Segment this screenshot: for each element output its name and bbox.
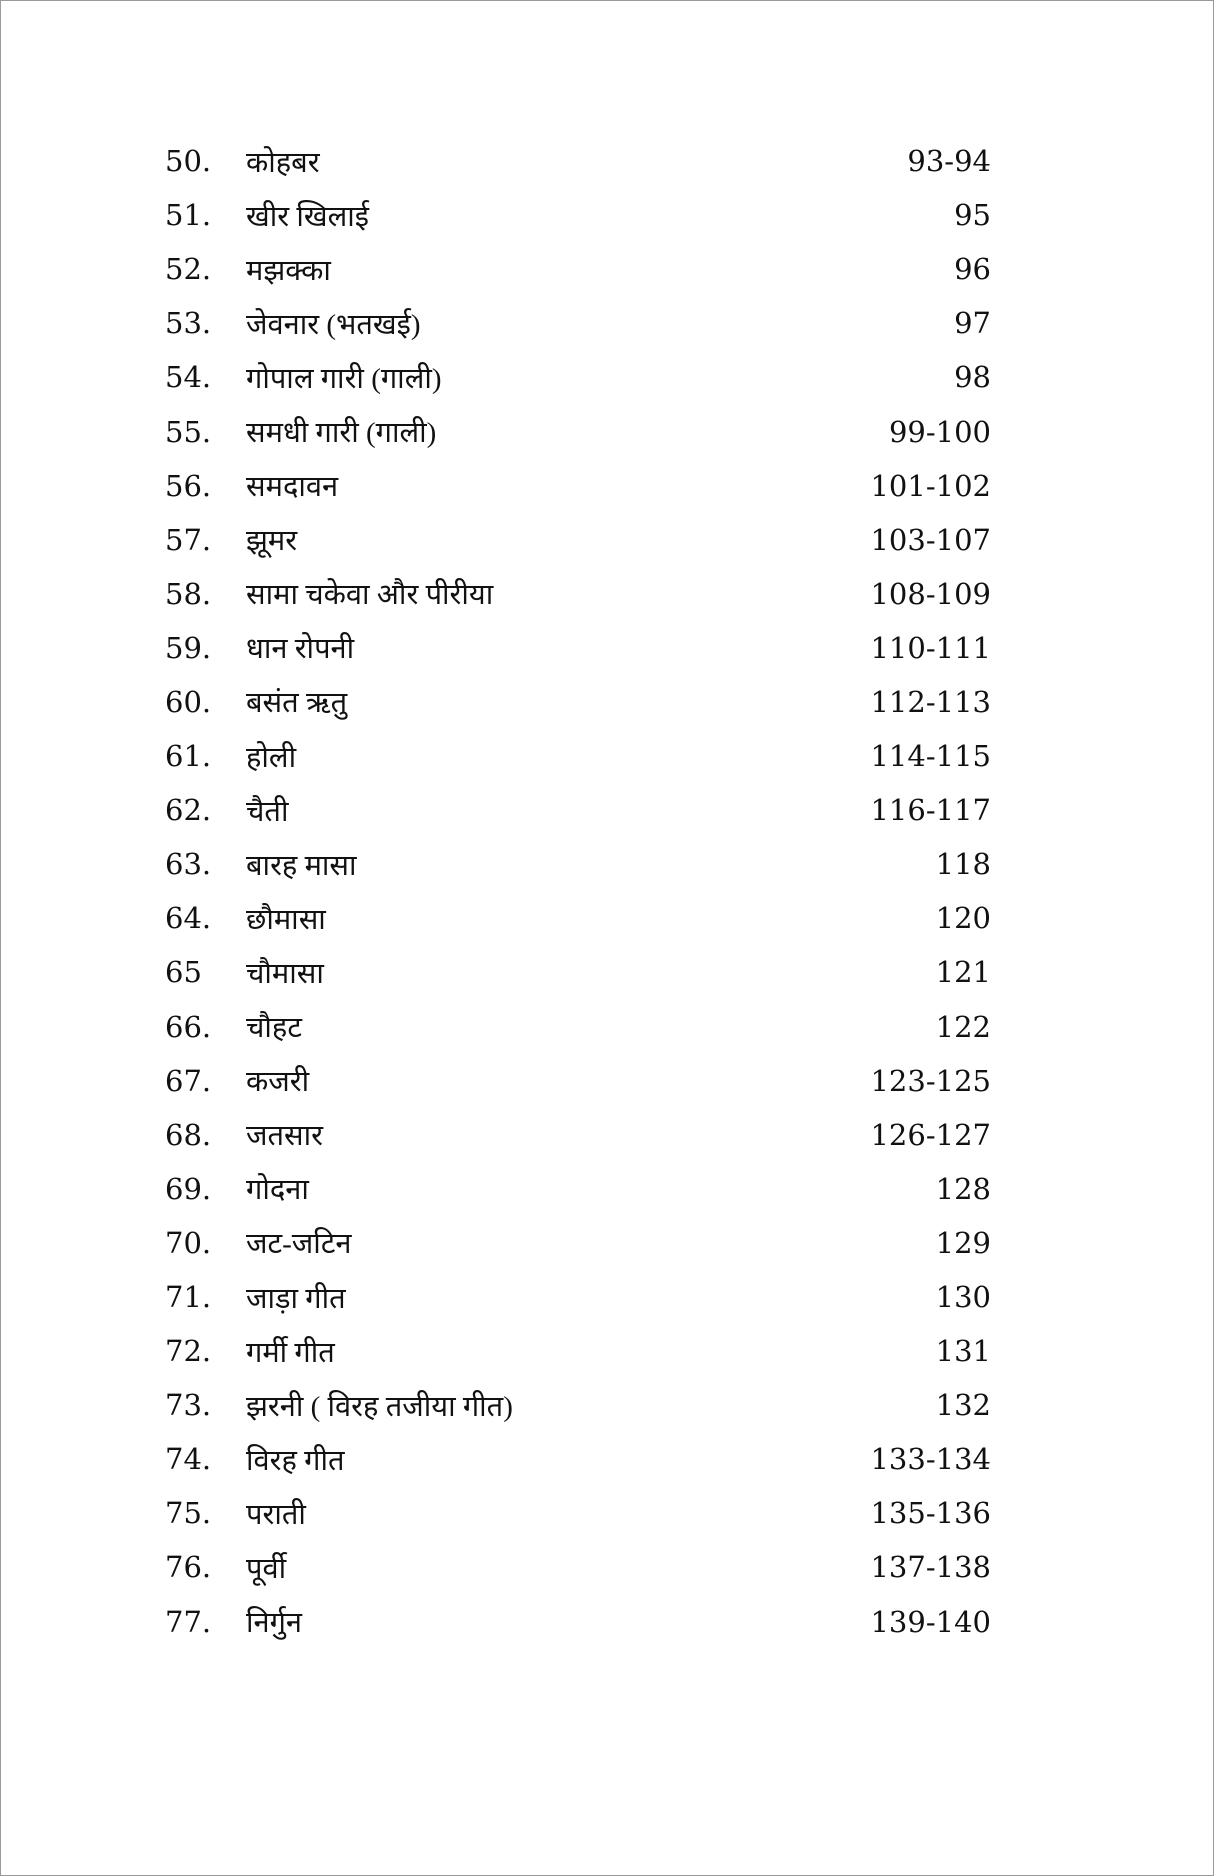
entry-pages: 97 xyxy=(954,306,991,341)
entry-number: 75. xyxy=(165,1496,212,1531)
entry-pages: 133-134 xyxy=(870,1442,991,1477)
entry-number: 55. xyxy=(165,414,212,449)
entry-number: 66. xyxy=(165,1009,212,1044)
toc-entry xyxy=(165,350,991,404)
entry-pages: 123-125 xyxy=(870,1063,991,1098)
entry-pages: 139-140 xyxy=(870,1604,991,1639)
toc-entry xyxy=(165,675,991,729)
entry-title: होली xyxy=(246,741,297,774)
entry-number: 54. xyxy=(165,360,212,395)
entry-number: 51. xyxy=(165,198,212,233)
toc-entry xyxy=(165,729,991,783)
entry-title: निर्गुन xyxy=(246,1607,303,1640)
entry-title: खीर खिलाई xyxy=(246,200,369,233)
entry-number: 59. xyxy=(165,630,212,665)
entry-pages: 103-107 xyxy=(870,522,991,557)
entry-title: कोहबर xyxy=(246,146,320,179)
toc-entry xyxy=(165,891,991,945)
entry-pages: 121 xyxy=(935,955,991,990)
entry-pages: 122 xyxy=(935,1009,991,1044)
toc-entry xyxy=(165,1162,991,1216)
entry-title: पराती xyxy=(246,1498,306,1531)
toc-entry xyxy=(165,296,991,350)
entry-number: 57. xyxy=(165,522,212,557)
entry-title: कजरी xyxy=(246,1066,310,1099)
toc-entry xyxy=(165,459,991,513)
entry-title: चैती xyxy=(246,795,289,828)
entry-title: समदावन xyxy=(246,471,339,504)
toc-entry xyxy=(165,945,991,999)
entry-number: 71. xyxy=(165,1280,212,1315)
entry-title: जतसार xyxy=(246,1120,324,1153)
entry-pages: 99-100 xyxy=(888,414,991,449)
entry-title: जट-जटिन xyxy=(246,1228,352,1261)
entry-pages: 130 xyxy=(935,1280,991,1315)
toc-entry xyxy=(165,513,991,567)
entry-number: 62. xyxy=(165,793,212,828)
entry-number: 63. xyxy=(165,847,212,882)
entry-title: गर्मी गीत xyxy=(246,1336,335,1369)
entry-pages: 126-127 xyxy=(870,1117,991,1152)
toc-entry xyxy=(165,242,991,296)
entry-number: 52. xyxy=(165,252,212,287)
toc-entry xyxy=(165,1378,991,1432)
entry-title: बसंत ऋतु xyxy=(246,687,348,720)
entry-title: पूर्वी xyxy=(246,1552,287,1585)
entry-number: 53. xyxy=(165,306,212,341)
entry-number: 72. xyxy=(165,1334,212,1369)
entry-pages: 108-109 xyxy=(870,576,991,611)
entry-number: 67. xyxy=(165,1063,212,1098)
entry-number: 60. xyxy=(165,684,212,719)
toc-entry xyxy=(165,567,991,621)
entry-pages: 110-111 xyxy=(870,630,991,665)
entry-title: सामा चकेवा और पीरीया xyxy=(246,579,494,612)
entry-title: जेवनार (भतखई) xyxy=(246,308,421,341)
entry-pages: 118 xyxy=(935,847,991,882)
entry-title: धान रोपनी xyxy=(246,633,355,666)
entry-title: चौहट xyxy=(246,1012,302,1045)
entry-title: जाड़ा गीत xyxy=(246,1282,346,1315)
toc-entry xyxy=(165,1595,991,1649)
entry-pages: 132 xyxy=(935,1388,991,1423)
entry-pages: 137-138 xyxy=(870,1550,991,1585)
entry-number: 56. xyxy=(165,468,212,503)
entry-pages: 98 xyxy=(954,360,991,395)
entry-number: 68. xyxy=(165,1117,212,1152)
toc-entry xyxy=(165,1432,991,1486)
toc-entry xyxy=(165,1540,991,1594)
entry-title: गोदना xyxy=(246,1174,309,1207)
entry-pages: 114-115 xyxy=(870,739,991,774)
entry-pages: 101-102 xyxy=(870,468,991,503)
toc-entry xyxy=(165,1270,991,1324)
toc-entry xyxy=(165,1324,991,1378)
entry-title: चौमासा xyxy=(246,957,324,990)
toc-entry xyxy=(165,1108,991,1162)
entry-title: विरह गीत xyxy=(246,1444,345,1477)
entry-pages: 135-136 xyxy=(870,1496,991,1531)
entry-title: झूमर xyxy=(246,525,298,558)
toc-entry xyxy=(165,188,991,242)
toc-entry xyxy=(165,1216,991,1270)
toc-entry xyxy=(165,404,991,458)
entry-number: 58. xyxy=(165,576,212,611)
entry-pages: 96 xyxy=(954,252,991,287)
toc-entry xyxy=(165,134,991,188)
entry-pages: 128 xyxy=(935,1171,991,1206)
toc-entry xyxy=(165,1054,991,1108)
entry-number: 69. xyxy=(165,1171,212,1206)
toc-entry xyxy=(165,837,991,891)
entry-title: गोपाल गारी (गाली) xyxy=(246,362,442,395)
entry-number: 61. xyxy=(165,739,212,774)
entry-pages: 129 xyxy=(935,1225,991,1260)
entry-pages: 93-94 xyxy=(907,144,991,179)
entry-title: मझक्का xyxy=(246,254,331,287)
entry-title: छौमासा xyxy=(246,903,326,936)
entry-pages: 95 xyxy=(954,198,991,233)
entry-number: 65 xyxy=(165,955,202,990)
entry-number: 70. xyxy=(165,1225,212,1260)
toc-entry xyxy=(165,1000,991,1054)
entry-title: समधी गारी (गाली) xyxy=(246,417,437,450)
entry-number: 77. xyxy=(165,1604,212,1639)
table-of-contents xyxy=(165,134,991,1649)
toc-entry xyxy=(165,783,991,837)
entry-pages: 112-113 xyxy=(870,684,991,719)
entry-number: 76. xyxy=(165,1550,212,1585)
entry-title: झरनी ( विरह तजीया गीत) xyxy=(246,1390,513,1423)
entry-number: 50. xyxy=(165,144,212,179)
entry-number: 73. xyxy=(165,1388,212,1423)
entry-title: बारह मासा xyxy=(246,849,357,882)
toc-entry xyxy=(165,621,991,675)
entry-pages: 131 xyxy=(935,1334,991,1369)
entry-pages: 116-117 xyxy=(870,793,991,828)
entry-number: 74. xyxy=(165,1442,212,1477)
toc-entry xyxy=(165,1486,991,1540)
entry-number: 64. xyxy=(165,901,212,936)
entry-pages: 120 xyxy=(935,901,991,936)
